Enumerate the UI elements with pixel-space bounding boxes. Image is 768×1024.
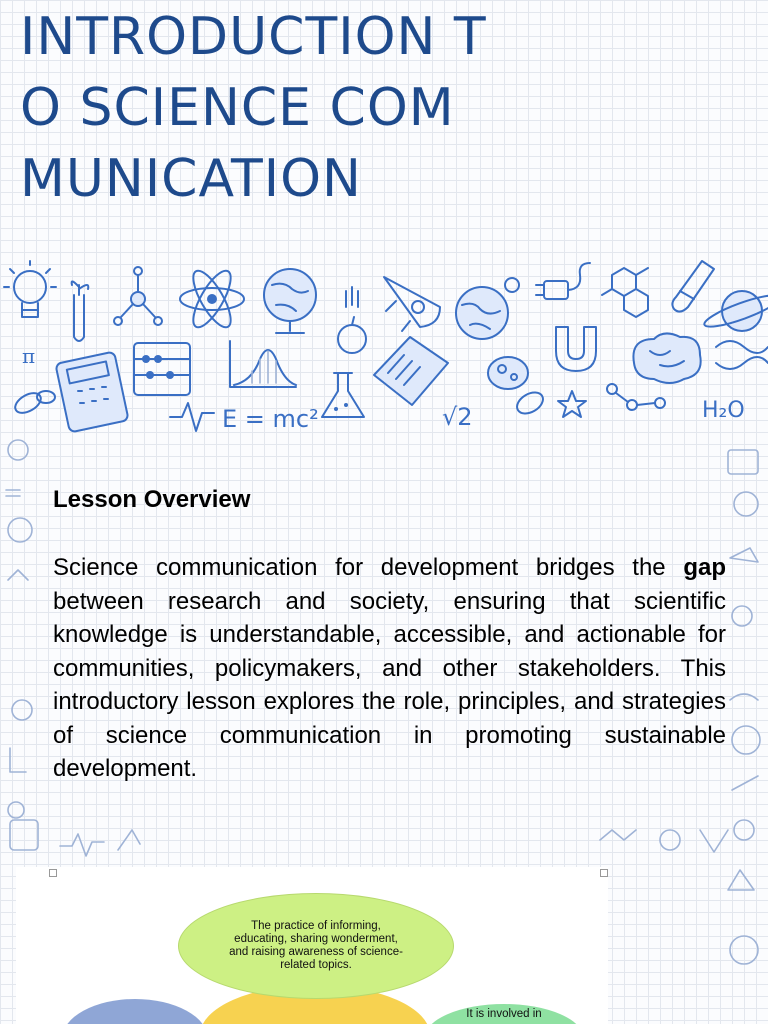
molecule-icon [114, 267, 162, 325]
molecule-small-icon [607, 384, 665, 410]
diagram-ellipse-left [62, 999, 208, 1024]
test-tube-icon [672, 261, 714, 312]
formula-h2o: H₂O [702, 398, 745, 423]
globe-icon [264, 269, 316, 333]
selection-handle [49, 869, 57, 877]
formula-emc2: E = mc² [222, 405, 319, 433]
concept-diagram [16, 867, 608, 1024]
test-tube-plant-icon [72, 281, 89, 341]
apple-gravity-icon [338, 287, 366, 353]
formula-pi: π [22, 344, 36, 368]
diagram-right-text: It is involved in [466, 1008, 542, 1020]
brain-icon [633, 333, 700, 383]
flask-icon [322, 373, 364, 417]
bottom-doodle-band [0, 800, 768, 870]
heartbeat-icon [170, 403, 214, 431]
atom-icon [180, 266, 244, 332]
star-icon [558, 391, 586, 417]
dna-icon [716, 341, 768, 369]
magnet-icon [556, 327, 596, 371]
calculator-icon [55, 352, 128, 433]
planet-icon [702, 290, 768, 332]
lesson-overview-heading: Lesson Overview [53, 486, 251, 513]
earth-icon [456, 278, 519, 339]
science-doodle-banner [0, 255, 768, 435]
diagram-top-text: The practice of informing, educating, sharing wonderment, and raising awareness of science-related topics. [229, 920, 403, 971]
light-bulb-icon [4, 261, 56, 317]
bell-curve-graph-icon [230, 341, 296, 387]
book-icon [374, 337, 448, 405]
chemical-structure-icon [602, 268, 648, 317]
electric-plug-icon [536, 263, 590, 299]
lesson-overview-paragraph: Science communication for development bridges the gap between research and society, ensuring that scientific knowledge is understandable, accessible, and actionable for communities, policymakers, and other stakeholders. This introductory lesson explores the role, principles, and strategies of science communication in promoting sustainable development. [53, 554, 726, 782]
diagram-ellipse-top [178, 893, 454, 999]
abacus-icon [134, 343, 190, 395]
formula-sqrt2: √2 [442, 403, 473, 431]
pills-icon [12, 389, 55, 417]
side-doodles-right [720, 430, 768, 1024]
rocket-icon [384, 277, 440, 331]
diagram-ellipse-right [424, 1004, 584, 1024]
selection-handle [600, 869, 608, 877]
emphasis-gap: gap [683, 554, 726, 581]
bacteria-icon [488, 357, 547, 418]
page-title: INTRODUCTION TO SCIENCE COMMUNICATION [20, 7, 487, 209]
